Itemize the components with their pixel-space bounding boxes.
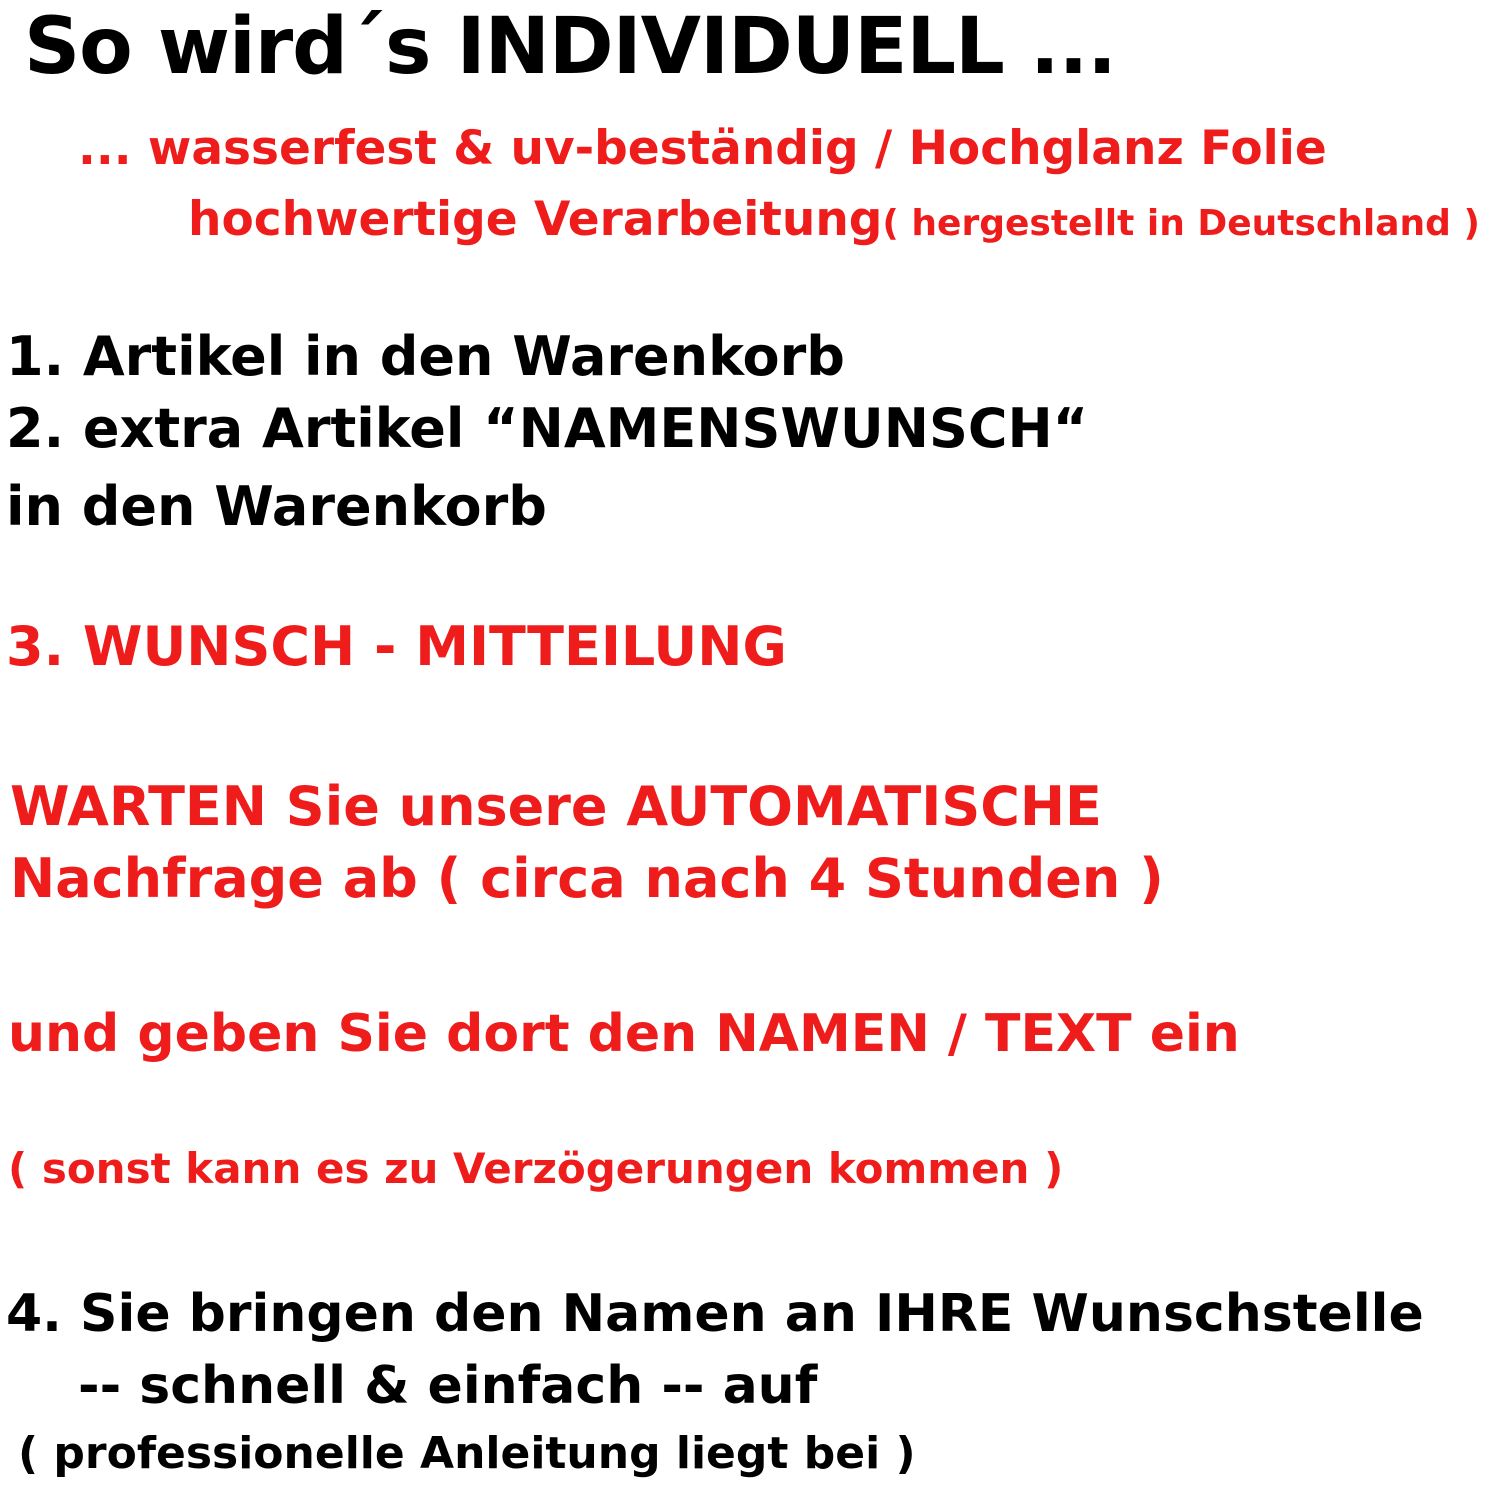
enter-name-instruction: und geben Sie dort den NAMEN / TEXT ein xyxy=(8,1004,1240,1064)
step-3: 3. WUNSCH - MITTEILUNG xyxy=(6,615,787,678)
step-1: 1. Artikel in den Warenkorb xyxy=(6,325,845,388)
wait-notice-line-2: Nachfrage ab ( circa nach 4 Stunden ) xyxy=(10,847,1164,910)
subtitle-line-2-note: ( hergestellt in Deutschland ) xyxy=(882,203,1480,244)
step-4-line-1: 4. Sie bringen den Namen an IHRE Wunschstelle xyxy=(6,1284,1424,1344)
step-4-line-3: ( professionelle Anleitung liegt bei ) xyxy=(18,1428,916,1479)
delay-warning: ( sonst kann es zu Verzögerungen kommen ) xyxy=(8,1144,1064,1193)
step-2-line-2: in den Warenkorb xyxy=(6,475,547,538)
subtitle-line-1: ... wasserfest & uv-beständig / Hochglanz Folie xyxy=(78,121,1327,176)
subtitle-line-2 xyxy=(188,192,1480,247)
subtitle-line-2-main: hochwertige Verarbeitung xyxy=(188,192,883,247)
step-4-line-2: -- schnell & einfach -- auf xyxy=(78,1356,818,1416)
step-2-line-1: 2. extra Artikel “NAMENSWUNSCH“ xyxy=(6,397,1089,460)
wait-notice-line-1: WARTEN Sie unsere AUTOMATISCHE xyxy=(10,775,1102,838)
page-title: So wird´s INDIVIDUELL ... xyxy=(24,2,1116,92)
